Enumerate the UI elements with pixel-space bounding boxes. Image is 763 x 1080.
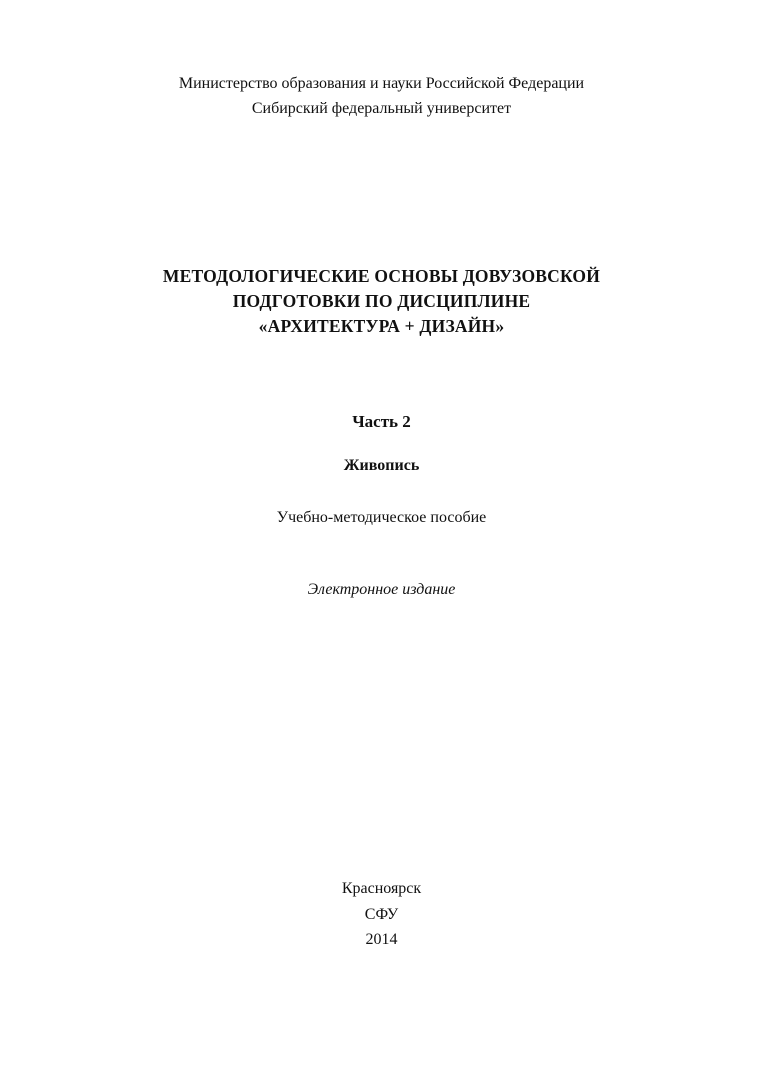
ministry-name: Министерство образования и науки Российской Федерации <box>178 75 585 92</box>
edition-note: Электронное издание <box>307 581 456 598</box>
university-name: Сибирский федеральный университет <box>251 100 512 117</box>
imprint-publisher: СФУ <box>364 906 399 923</box>
imprint-city: Красноярск <box>341 880 422 897</box>
document-type: Учебно-методическое пособие <box>276 509 487 526</box>
imprint-year: 2014 <box>365 931 398 948</box>
title-line-2: ПОДГОТОВКИ ПО ДИСЦИПЛИНЕ <box>232 291 531 311</box>
subject-title: Живопись <box>343 457 420 474</box>
title-line-3: «АРХИТЕКТУРА + ДИЗАЙН» <box>258 316 505 336</box>
title-line-1: МЕТОДОЛОГИЧЕСКИЕ ОСНОВЫ ДОВУЗОВСКОЙ <box>162 266 601 286</box>
part-number: Часть 2 <box>352 412 411 431</box>
